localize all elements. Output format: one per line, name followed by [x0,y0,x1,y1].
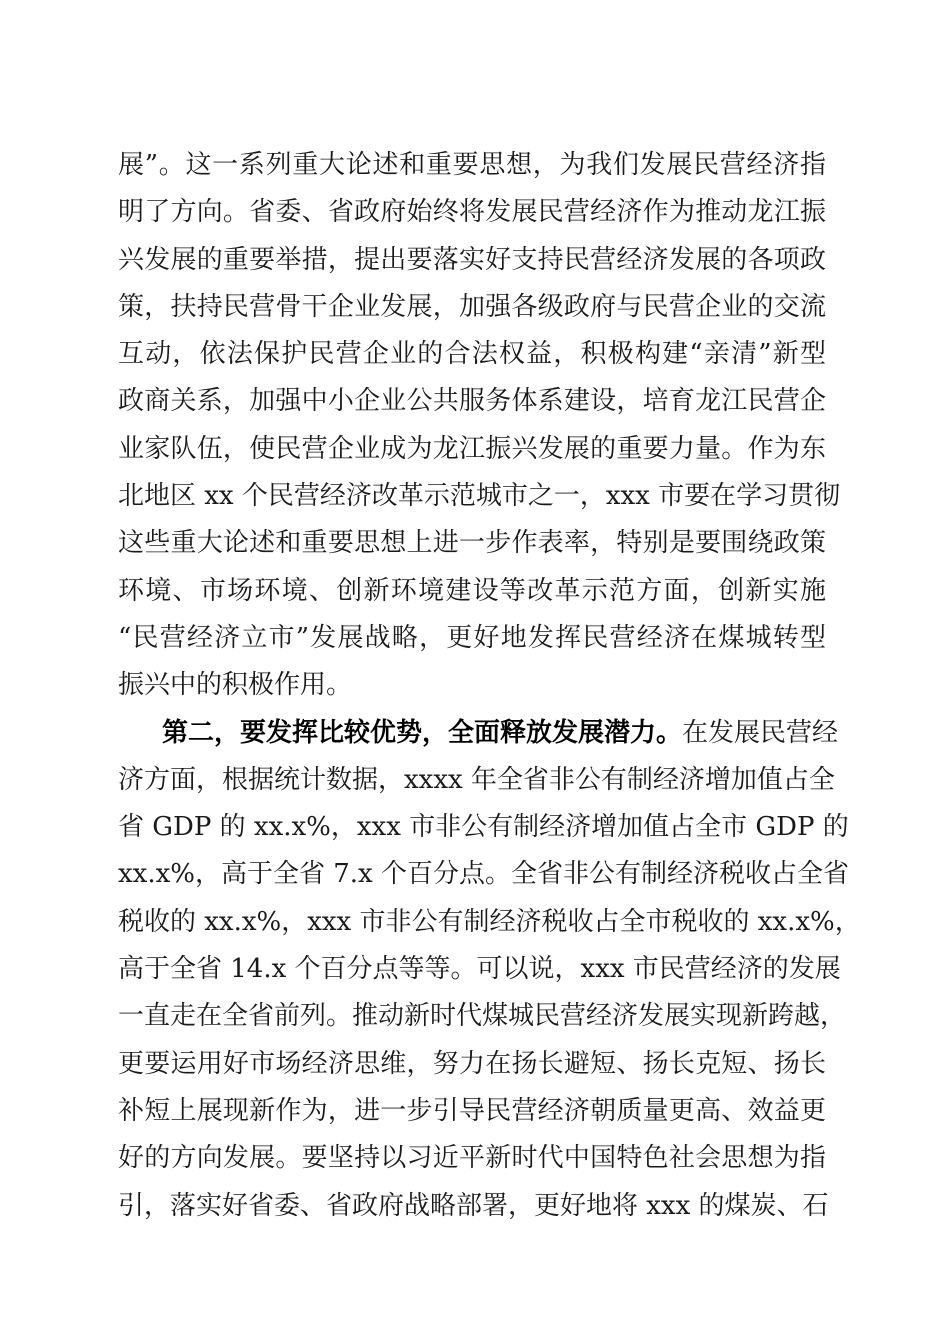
text-line: 济方面，根据统计数据，xxxx 年全省非公有制经济增加值占全 [118,764,835,795]
text-line: 振兴中的积极作用。 [118,670,353,701]
text-line: 好的方向发展。要坚持以习近平新时代中国特色社会思想为指 [118,1143,826,1174]
text-line: 省 GDP 的 xx.x%，xxx 市非公有制经济增加值占全市 GDP 的 [118,812,849,843]
text-line: 政商关系，加强中小企业公共服务体系建设，培育龙江民营企 [118,386,826,417]
text-line: “民营经济立市”发展战略，更好地发挥民营经济在煤城转型 [118,622,826,653]
paragraph-1 [118,146,841,714]
text-line: 明了方向。省委、省政府始终将发展民营经济作为推动龙江振 [118,197,826,228]
text-line: 互动，依法保护民营企业的合法权益，积极构建“亲清”新型 [118,339,826,370]
text-line: 兴发展的重要举措，提出要落实好支持民营经济发展的各项政 [118,244,826,275]
text-line: 环境、市场环境、创新环境建设等改革示范方面，创新实施 [118,575,826,606]
text-line: 北地区 xx 个民营经济改革示范城市之一，xxx 市要在学习贯彻 [118,481,841,512]
paragraph-2 [118,714,861,1234]
text-run: 在发展民营经 [682,717,839,748]
text-line: 这些重大论述和重要思想上进一步作表率，特别是要围绕政策 [118,528,826,559]
section-heading: 第二，要发挥比较优势，全面释放发展潜力。 [162,717,683,748]
text-line: 业家队伍，使民营企业成为龙江振兴发展的重要力量。作为东 [118,433,826,464]
text-line: 展”。这一系列重大论述和重要思想，为我们发展民营经济指 [118,150,826,180]
text-line: 引，落实好省委、省政府战略部署，更好地将 xxx 的煤炭、石 [118,1190,829,1221]
text-line: 税收的 xx.x%，xxx 市非公有制经济税收占全市税收的 xx.x%， [118,906,861,937]
text-line: 策，扶持民营骨干企业发展，加强各级政府与民营企业的交流 [118,291,826,322]
text-line: 一直走在全省前列。推动新时代煤城民营经济发展实现新跨越， [118,1001,847,1032]
text-line: 高于全省 14.x 个百分点等等。可以说，xxx 市民营经济的发展 [118,954,841,985]
text-line: 补短上展现新作为，进一步引导民营经济朝质量更高、效益更 [118,1095,826,1126]
paragraph-2-first-line [118,714,839,761]
document-body [118,146,861,1234]
text-line: xx.x%，高于全省 7.x 个百分点。全省非公有制经济税收占全省 [118,859,849,890]
text-line: 更要运用好市场经济思维，努力在扬长避短、扬长克短、扬长 [118,1048,826,1079]
